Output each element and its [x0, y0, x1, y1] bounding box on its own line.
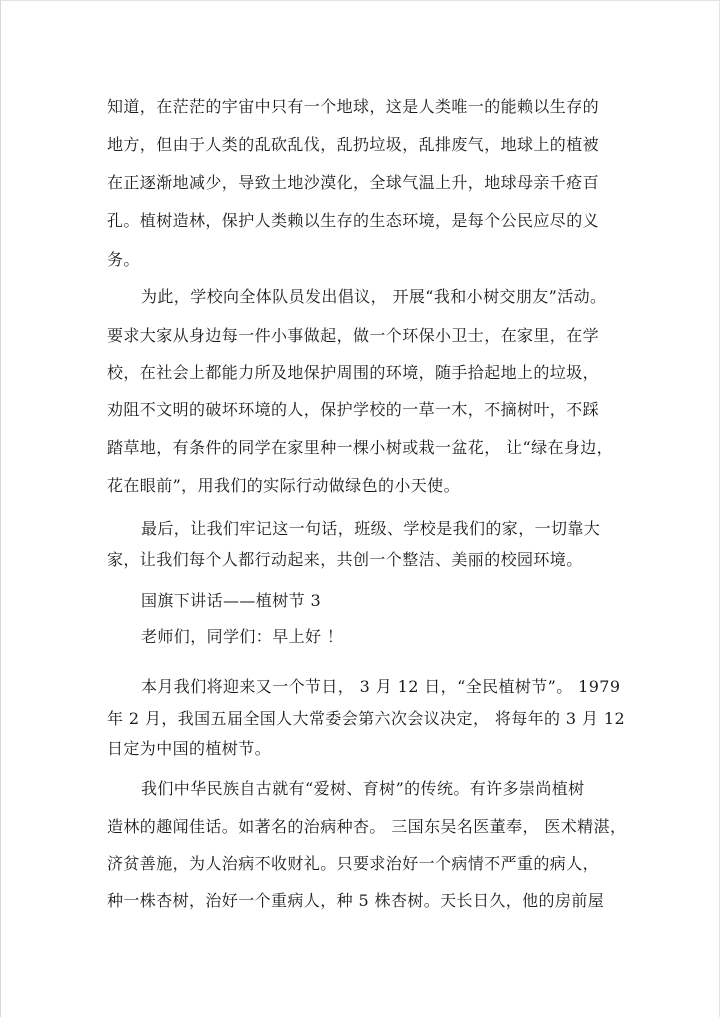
- text-line: 济贫善施，为人治病不收财礼。只要求治好一个病情不严重的病人，: [107, 854, 600, 873]
- text-line: 最后，让我们牢记这一句话，班级、学校是我们的家，一切靠大: [141, 519, 601, 538]
- text-line: 我们中华民族自古就有“爱树、育树”的传统。有许多崇尚植树: [141, 779, 585, 798]
- text-line: 本月我们将迎来又一个节日， 3 月 12 日，“全民植树节”。 1979: [141, 677, 621, 696]
- text-line: 务。: [107, 250, 140, 269]
- text-line: 造林的趣闻佳话。如著名的治病种杏。 三国东吴名医董奉， 医术精湛，: [107, 817, 627, 836]
- text-line: 地方，但由于人类的乱砍乱伐，乱扔垃圾，乱排废气，地球上的植被: [107, 135, 600, 154]
- greeting-line: 老师们，同学们：早上好 ！: [141, 627, 344, 646]
- text-line: 孔。植树造林，保护人类赖以生存的生态环境，是每个公民应尽的义: [107, 211, 600, 230]
- text-line: 日定为中国的植树节。: [107, 739, 272, 758]
- text-line: 劝阻不文明的破坏环境的人，保护学校的一草一木，不摘树叶，不踩: [107, 400, 600, 419]
- text-line: 种一株杏树，治好一个重病人，种 5 株杏树。天长日久，他的房前屋: [107, 891, 605, 910]
- text-line: 年 2 月，我国五届全国人大常委会第六次会议决定， 将每年的 3 月 12: [107, 709, 626, 728]
- text-line: 踏草地，有条件的同学在家里种一棵小树或栽一盆花， 让“绿在身边，: [107, 438, 614, 457]
- text-line: 在正逐渐地减少，导致土地沙漠化，全球气温上升，地球母亲千疮百: [107, 173, 600, 192]
- text-line: 家，让我们每个人都行动起来，共创一个整洁、美丽的校园环境。: [107, 550, 583, 569]
- text-line: 知道，在茫茫的宇宙中只有一个地球，这是人类唯一的能赖以生存的: [107, 97, 600, 116]
- text-line: 花在眼前”，用我们的实际行动做绿色的小天使。: [107, 476, 460, 495]
- section-heading: 国旗下讲话——植树节 3: [141, 591, 322, 610]
- text-line: 要求大家从身边每一件小事做起，做一个环保小卫士，在家里，在学: [107, 326, 600, 345]
- text-line: 校，在社会上都能力所及地保护周围的环境，随手拾起地上的垃圾，: [107, 363, 600, 382]
- text-line: 为此，学校向全体队员发出倡议， 开展“我和小树交朋友”活动。: [141, 287, 607, 306]
